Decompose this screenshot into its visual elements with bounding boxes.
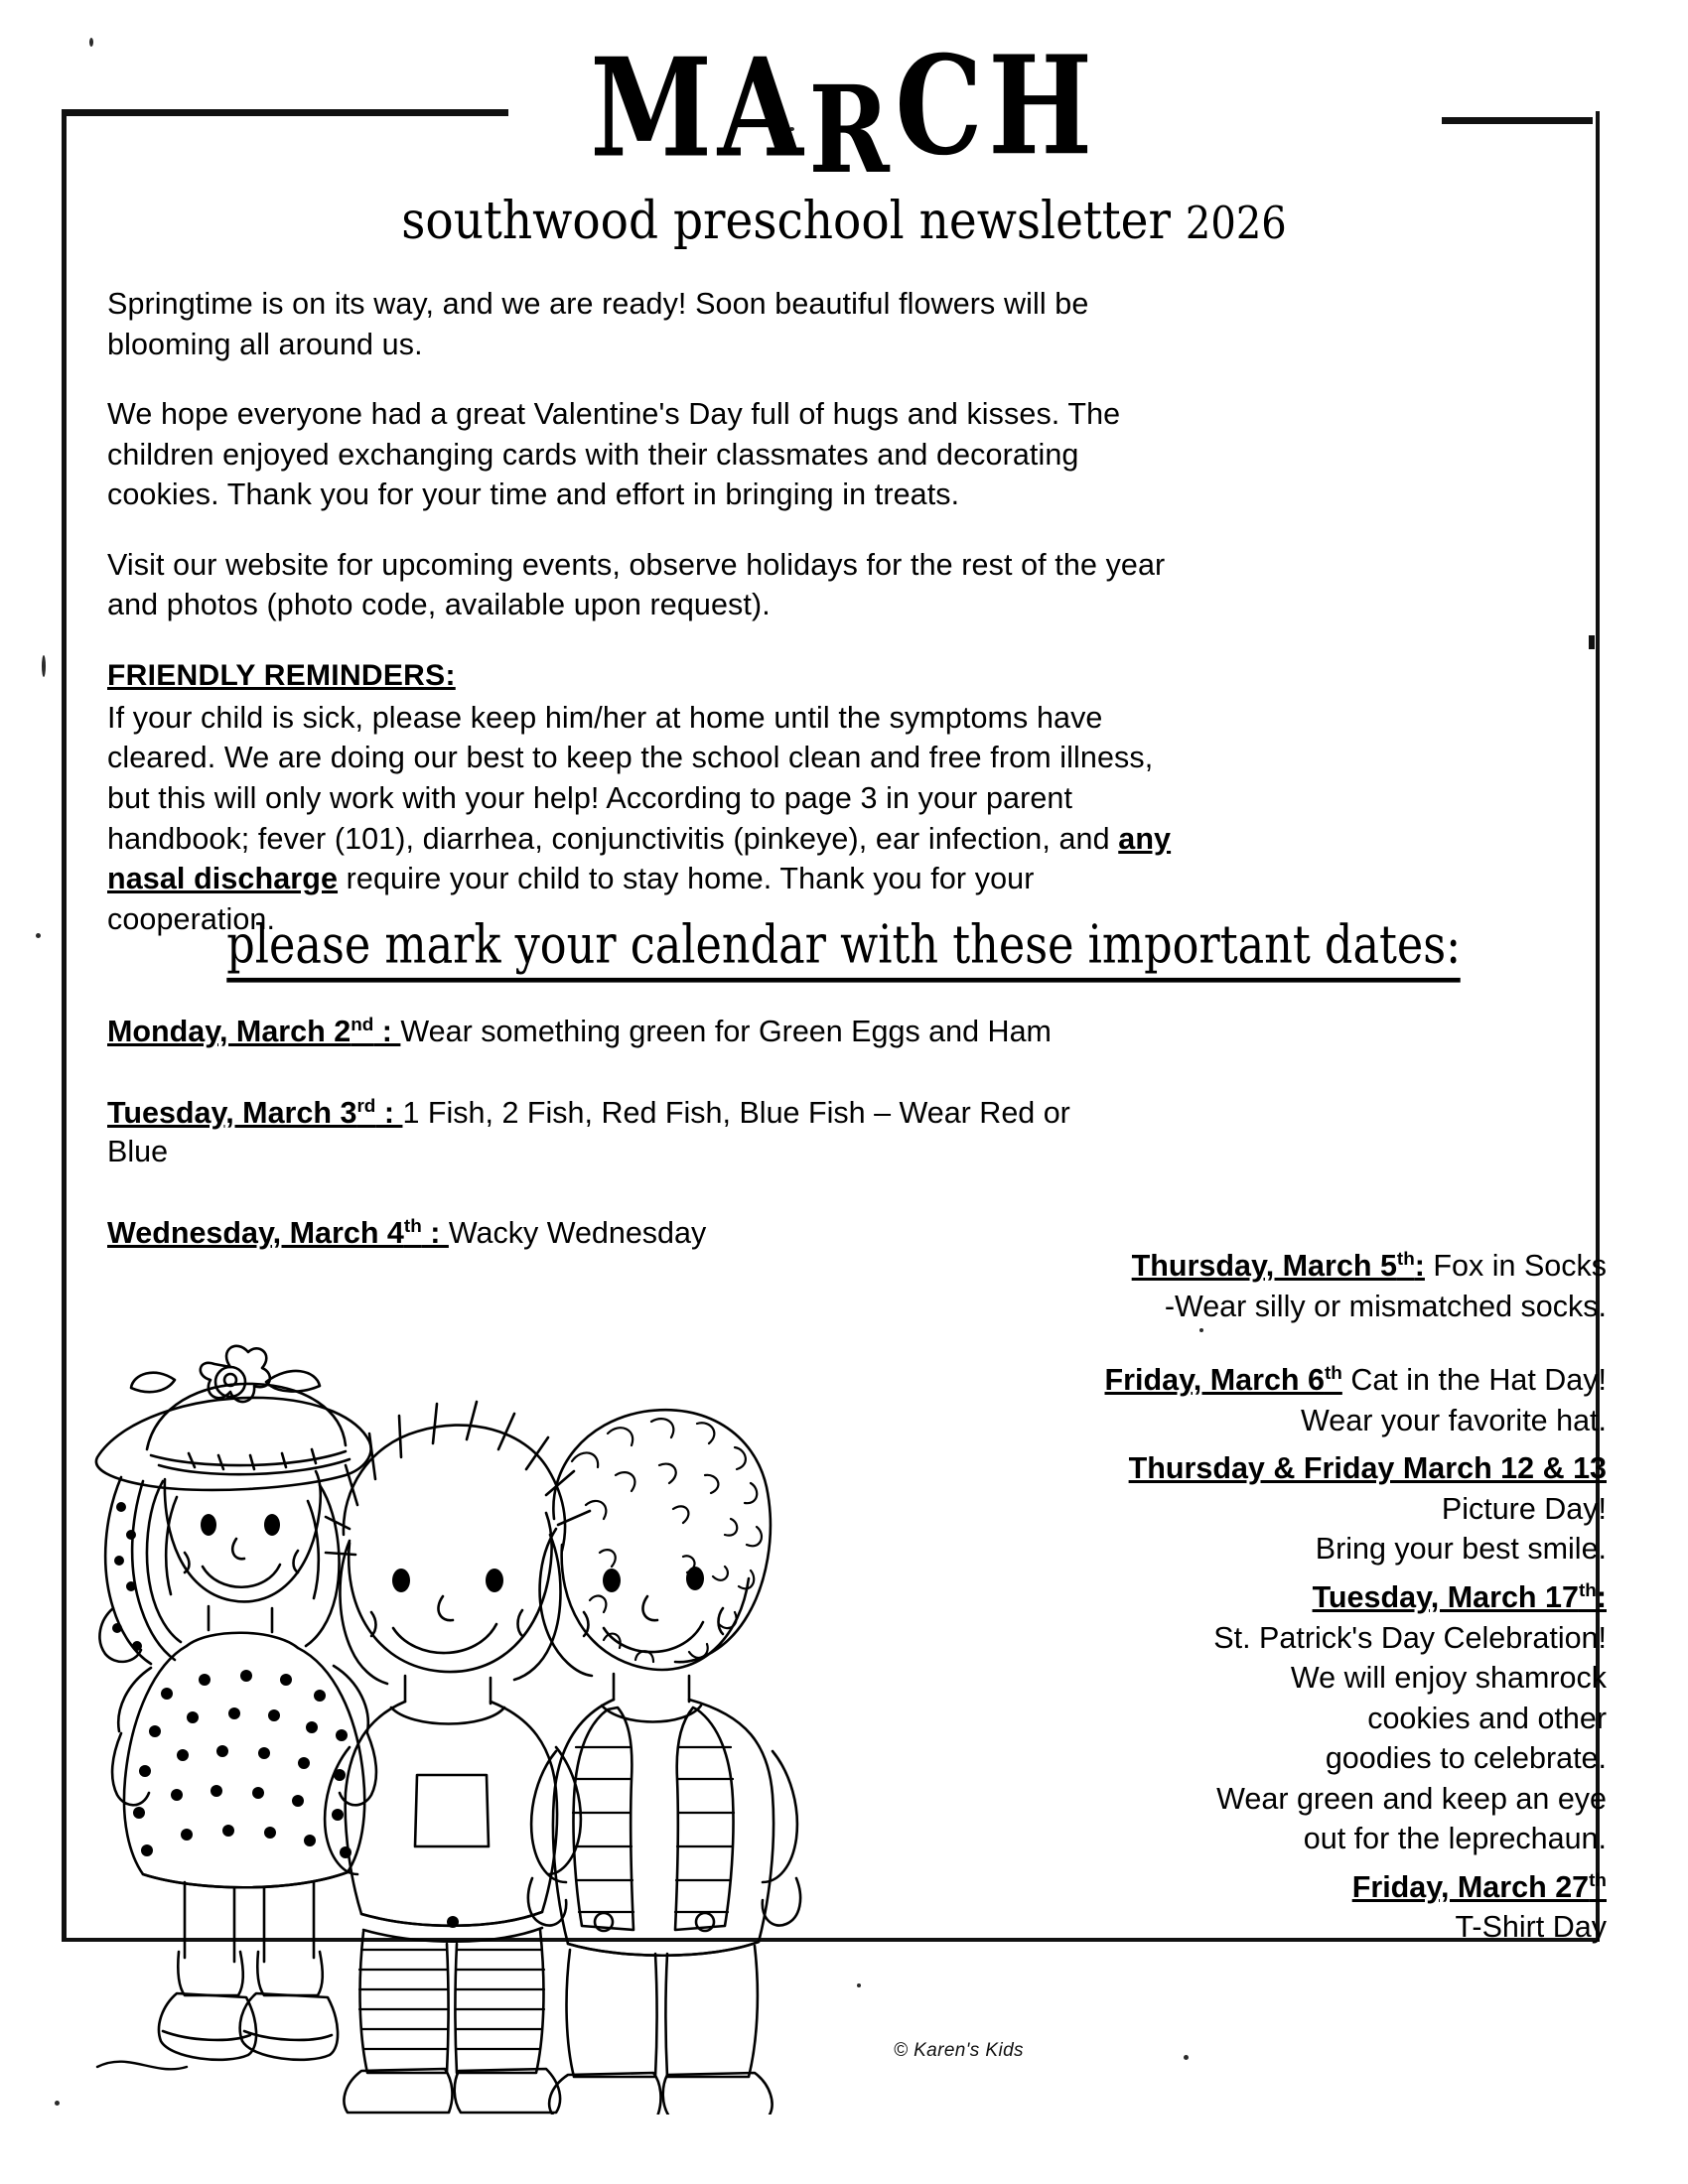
subtitle-text: southwood preschool newsletter [401,191,1171,252]
event-ordinal: th [403,1215,422,1237]
page-title-part-1: MA [590,27,809,189]
friendly-reminders-block [107,655,1185,939]
event-separator: : [1414,1249,1425,1283]
event-date-label [1129,1451,1607,1485]
hat-flower [201,1346,270,1402]
event-day: Friday, March 27 [1351,1869,1590,1904]
event-ordinal: th [1396,1248,1415,1270]
page-title-part-3: CH [895,25,1098,186]
event-extra-line: Bring your best smile. [1315,1532,1607,1567]
event-description: Cat in the Hat Day! [1341,1363,1607,1398]
calendar-event [1051,1867,1607,1948]
page-title-part-2: R [808,59,896,201]
calendar-heading-wrap [0,913,1688,976]
calendar-right-events [1051,1246,1607,1956]
event-extra-line: St. Patrick's Day Celebration! [1213,1620,1607,1655]
event-separator: : [373,1015,401,1048]
child-right [528,1410,800,2115]
friendly-reminders-heading: FRIENDLY REMINDERS: [107,658,456,692]
event-separator: : [421,1215,449,1250]
event-ordinal: th [1324,1362,1342,1384]
event-day: Tuesday, March 3 [107,1095,357,1130]
page-border-mark [1589,635,1595,649]
spacer [1051,1334,1607,1360]
event-extra-line: cookies and other [1367,1701,1607,1735]
event-description: 1 Fish, 2 Fish, Red Fish, Blue Fish – Wear Red or Blue [107,1095,1070,1169]
calendar-event [1051,1360,1607,1440]
event-date-label [1105,1363,1342,1397]
newsletter-subtitle [0,191,1688,252]
event-day: Thursday, March 5 [1131,1249,1397,1283]
clipart-three-children [60,1330,884,2115]
event-extra-line: T-Shirt Day [1455,1910,1607,1945]
scan-speck [42,655,46,677]
reminders-text-part-a: If your child is sick, please keep him/her at home until the symptoms have cleared. We are doing our best to keep the school clean and free from illness, but this will only work with your help! According to page 3 in your parent handbook; fever (101), diarrhea, conjunctivitis (pinkeye), ear infection, and [107,700,1154,856]
event-description: Wear something green for Green Eggs and Ham [400,1015,1052,1048]
event-date-label [1132,1249,1425,1283]
event-separator: : [1596,1579,1607,1614]
event-ordinal: th [1578,1579,1597,1601]
event-extra-line: out for the leprechaun. [1303,1822,1607,1856]
reminders-text-part-b: require your child to stay home. Thank you for your cooperation. [107,862,1035,936]
event-description: Fox in Socks [1424,1249,1607,1283]
event-date-label [107,1015,400,1048]
calendar-event [1051,1246,1607,1326]
event-extra-line: Wear green and keep an eye [1216,1781,1607,1816]
masthead [0,25,1688,201]
calendar-event [107,1013,1100,1052]
reminders-emphasis: any nasal discharge [107,821,1172,896]
event-ordinal: rd [356,1095,376,1117]
scan-speck [89,38,93,47]
event-day: Tuesday, March 17 [1312,1579,1579,1614]
website-paragraph: Visit our website for upcoming events, observe holidays for the rest of the year and photos (photo code, available upon request). [107,547,1166,622]
event-description: Wacky Wednesday [448,1215,707,1250]
calendar-event [107,1094,1100,1172]
calendar-event [107,1214,1100,1254]
event-date-label [1352,1870,1607,1904]
calendar-event [1051,1577,1607,1859]
calendar-heading: please mark your calendar with these important dates: [227,913,1462,983]
event-extra-line: -Wear silly or mismatched socks. [1164,1289,1607,1323]
calendar-event [1051,1448,1607,1570]
event-extra-line: goodies to celebrate. [1325,1741,1607,1776]
event-date-label [107,1216,449,1250]
event-extra-line: We will enjoy shamrock [1290,1661,1607,1696]
scan-speck [1184,2055,1189,2060]
event-extra-line: Wear your favorite hat. [1301,1403,1607,1437]
subtitle-year: 2026 [1185,198,1287,250]
event-ordinal: nd [351,1014,374,1035]
event-date-label [107,1096,402,1130]
clipart-attribution: © Karen's Kids [894,2040,1024,2061]
event-date-label [1313,1580,1607,1614]
event-separator: : [375,1095,403,1130]
intro-paragraph: Springtime is on its way, and we are ready! Soon beautiful flowers will be blooming all around us. [107,287,1089,361]
event-day: Thursday & Friday March 12 & 13 [1128,1451,1607,1486]
event-ordinal: th [1589,1869,1607,1891]
event-extra-line: Picture Day! [1441,1491,1607,1526]
newsletter-body [107,284,1185,939]
event-day: Wednesday, March 4 [107,1215,404,1250]
child-left [96,1346,376,2060]
calendar-left-events [107,1013,1100,1296]
event-day: Friday, March 6 [1104,1363,1325,1398]
event-day: Monday, March 2 [107,1015,352,1048]
page-title [590,25,1098,201]
valentines-paragraph: We hope everyone had a great Valentine's Day full of hugs and kisses. The children enjoyed exchanging cards with their classmates and decorating cookies. Thank you for your time and effort in bringing in treats. [107,397,1121,512]
